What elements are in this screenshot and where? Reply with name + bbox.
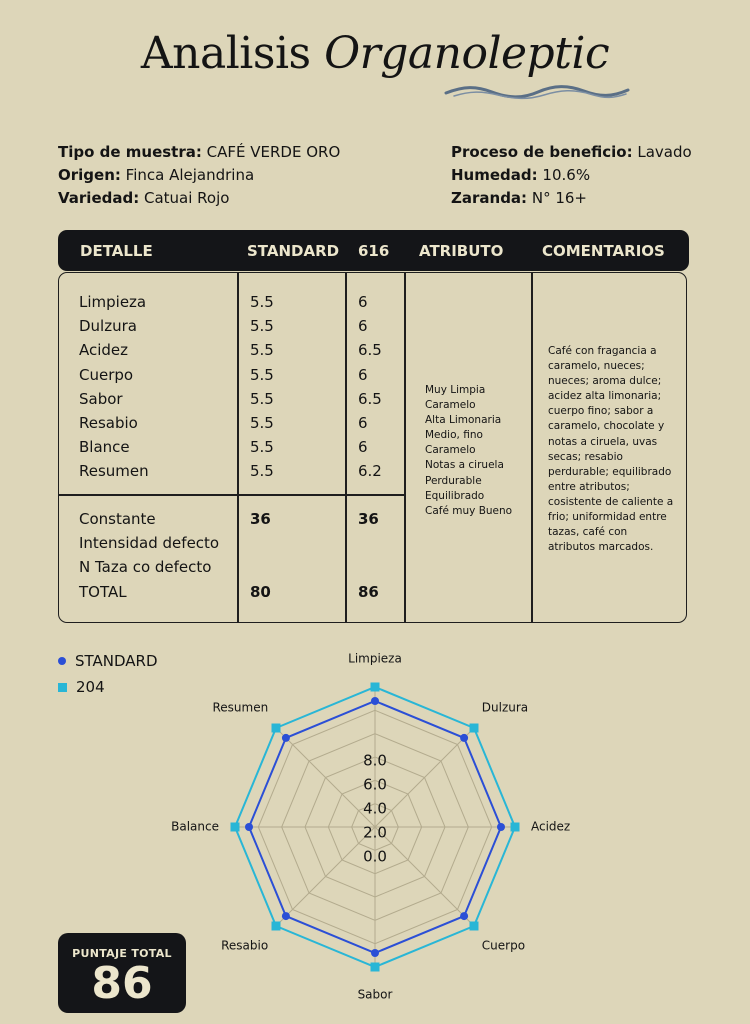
- info-value: N° 16+: [531, 189, 587, 207]
- info-row-zaranda: [451, 187, 692, 210]
- table-cell: Dulzura: [79, 317, 137, 336]
- table-cell: 5.5: [250, 413, 274, 432]
- column-divider: [237, 273, 239, 622]
- atributo-item: Alta Limonaria: [425, 414, 502, 427]
- standard-column: [250, 290, 274, 484]
- info-label: Variedad:: [58, 189, 140, 207]
- table-cell: Resabio: [79, 413, 138, 432]
- atributo-item: Medio, fino: [425, 429, 483, 442]
- axis-category-label: Dulzura: [481, 700, 529, 715]
- total-score-card: [58, 933, 186, 1013]
- header-standard: STANDARD: [247, 242, 340, 260]
- series-point: [231, 823, 240, 832]
- sample-info-left: [58, 141, 340, 210]
- axis-category-label: Resabio: [221, 938, 269, 953]
- info-label: Zaranda:: [451, 189, 528, 207]
- axis-category-label: Acidez: [531, 819, 571, 834]
- table-cell: 5.5: [250, 293, 274, 311]
- table-cell: Sabor: [79, 389, 123, 408]
- totals-labels: [79, 507, 219, 604]
- axis-category-label: Cuerpo: [481, 938, 526, 953]
- column-divider: [345, 273, 347, 622]
- radial-tick-label: 0.0: [363, 847, 387, 866]
- atributo-item: Café muy Bueno: [425, 504, 513, 517]
- atributo-item: Caramelo: [425, 444, 476, 457]
- radial-tick-label: 4.0: [363, 799, 387, 818]
- column-divider: [404, 273, 406, 622]
- header-sample: 616: [358, 242, 390, 260]
- score-value: 86: [91, 958, 153, 1009]
- legend-label: STANDARD: [75, 652, 158, 670]
- table-cell: 86: [358, 582, 379, 601]
- grid-spoke: [375, 728, 474, 827]
- atributo-item: Perdurable: [425, 474, 482, 487]
- table-cell: 6: [358, 413, 368, 432]
- table-cell: N Taza co defecto: [79, 558, 212, 577]
- info-value: 10.6%: [542, 166, 591, 184]
- table-cell: 6: [358, 365, 368, 384]
- title-italic: Organoleptic: [324, 28, 610, 79]
- totals-sample: [358, 507, 379, 604]
- table-cell: Acidez: [79, 341, 129, 360]
- info-label: Proceso de beneficio:: [451, 143, 633, 161]
- table-cell: 80: [250, 582, 271, 601]
- table-cell: Limpieza: [79, 293, 147, 311]
- table-cell: Resumen: [79, 462, 149, 481]
- table-cell: [358, 555, 379, 579]
- info-value: Finca Alejandrina: [125, 166, 255, 184]
- series-point: [371, 683, 380, 692]
- table-cell: 6.5: [358, 389, 382, 408]
- info-row-origen: [58, 164, 340, 187]
- totals-standard: [250, 507, 271, 604]
- score-label: PUNTAJE TOTAL: [72, 947, 172, 960]
- sample-column: [358, 290, 382, 484]
- atributo-item: Caramelo: [425, 399, 476, 412]
- series-point: [272, 724, 281, 733]
- table-cell: 5.5: [250, 438, 274, 457]
- table-cell: Intensidad defecto: [79, 534, 220, 553]
- table-cell: 36: [358, 510, 379, 528]
- table-cell: Constante: [79, 510, 156, 528]
- table-header: [58, 230, 689, 271]
- table-cell: 6.5: [358, 341, 382, 360]
- series-point: [282, 734, 290, 742]
- atributo-item: Notas a ciruela: [425, 459, 504, 472]
- table-cell: [358, 531, 379, 555]
- info-row-variedad: [58, 187, 340, 210]
- atributo-item: Muy Limpia: [425, 384, 486, 396]
- table-cell: 6: [358, 293, 368, 311]
- info-value: CAFÉ VERDE ORO: [206, 143, 341, 161]
- table-cell: Blance: [79, 438, 130, 457]
- series-point: [460, 912, 468, 920]
- table-cell: 6.2: [358, 462, 382, 481]
- table-cell: 5.5: [250, 341, 274, 360]
- grid-spoke: [276, 728, 375, 827]
- header-atributo: ATRIBUTO: [419, 242, 504, 260]
- series-point: [460, 734, 468, 742]
- grid-spoke: [375, 827, 474, 926]
- series-point: [371, 963, 380, 972]
- info-label: Origen:: [58, 166, 121, 184]
- info-label: Humedad:: [451, 166, 538, 184]
- title-plain: Analisis: [140, 28, 311, 79]
- table-cell: 6: [358, 438, 368, 457]
- series-point: [469, 921, 478, 930]
- comentarios-text: Café con fragancia a caramelo, nueces; nueces; aroma dulce; acidez alta limonaria; cuerpo fino; sabor a caramelo, chocolate y notas a ciruela, uvas secas; resabio perdurable; equilibrado entre atributos; cosistente de caliente a frio; uniformidad entre tazas, café con atributos marcados.: [548, 345, 674, 554]
- column-divider: [531, 273, 533, 622]
- page-title: [0, 28, 750, 79]
- legend-label: 204: [76, 678, 105, 696]
- radial-tick-label: 6.0: [363, 775, 387, 794]
- radial-tick-label: 2.0: [363, 823, 387, 842]
- table-body: [58, 272, 687, 623]
- table-cell: [250, 531, 271, 555]
- series-point: [371, 697, 379, 705]
- table-cell: 5.5: [250, 389, 274, 408]
- table-cell: TOTAL: [79, 582, 127, 601]
- axis-category-label: Resumen: [212, 700, 269, 715]
- info-row-humedad: [451, 164, 692, 187]
- series-point: [371, 949, 379, 957]
- series-point: [469, 724, 478, 733]
- info-label: Tipo de muestra:: [58, 143, 202, 161]
- series-point: [245, 823, 253, 831]
- info-row-proceso: [451, 141, 692, 164]
- table-cell: [250, 555, 271, 579]
- table-cell: 6: [358, 317, 368, 336]
- axis-category-label: Balance: [171, 819, 219, 834]
- radial-tick-label: 8.0: [363, 751, 387, 770]
- atributo-list: [425, 383, 512, 519]
- grid-spoke: [276, 827, 375, 926]
- axis-category-label: Limpieza: [348, 651, 402, 666]
- series-point: [511, 823, 520, 832]
- info-value: Lavado: [637, 143, 692, 161]
- header-detalle: DETALLE: [80, 242, 153, 260]
- table-cell: 5.5: [250, 365, 274, 384]
- detalle-column: [79, 290, 149, 484]
- series-point: [282, 912, 290, 920]
- series-point: [497, 823, 505, 831]
- axis-category-label: Sabor: [357, 987, 393, 1002]
- table-cell: 5.5: [250, 317, 274, 336]
- row-divider: [59, 494, 406, 496]
- table-cell: 36: [250, 510, 271, 528]
- header-comentarios: COMENTARIOS: [542, 242, 665, 260]
- wave-decoration: [444, 84, 630, 102]
- table-cell: 5.5: [250, 462, 274, 481]
- info-value: Catuai Rojo: [144, 189, 230, 207]
- series-point: [272, 921, 281, 930]
- atributo-item: Equilibrado: [425, 489, 485, 502]
- info-row-tipo: [58, 141, 340, 164]
- table-cell: Cuerpo: [79, 365, 134, 384]
- sample-info-right: [451, 141, 692, 210]
